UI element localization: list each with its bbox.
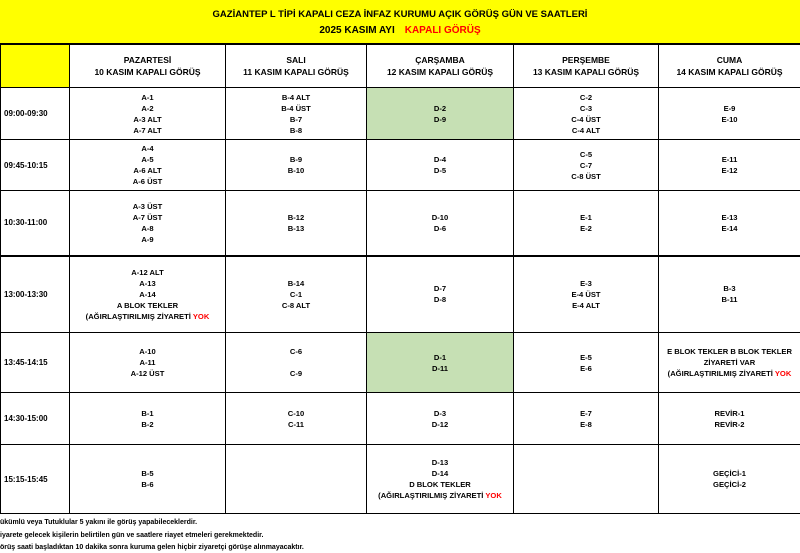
schedule-cell: GEÇİCİ-1 GEÇİCİ-2 (659, 445, 800, 514)
title-line-1: GAZİANTEP L TİPİ KAPALI CEZA İNFAZ KURUMU AÇIK GÖRÜŞ GÜN VE SAATLERİ (212, 9, 588, 20)
schedule-cell-empty (514, 445, 659, 514)
schedule-cell: D-4 D-5 (367, 140, 514, 191)
schedule-cell: D-3 D-12 (367, 393, 514, 445)
day-header-row (1, 45, 800, 88)
schedule-cell: D-7 D-8 (367, 256, 514, 333)
title-month: 2025 KASIM AYI (319, 25, 395, 36)
schedule-cell: B-5 B-6 (70, 445, 226, 514)
table-row (1, 256, 800, 333)
title-banner (0, 0, 800, 44)
schedule-cell: B-12 B-13 (226, 191, 367, 256)
footnote-3: örüş saati başladıktan 10 dakika sonra kuruma gelen hiçbir ziyaretçi görüşe alınmayacaktır. (0, 544, 304, 551)
schedule-cell: REVİR-1 REVİR-2 (659, 393, 800, 445)
schedule-cell: A-3 ÜST A-7 ÜST A-8 A-9 (70, 191, 226, 256)
table-row (1, 333, 800, 393)
day-header-monday: PAZARTESİ 10 KASIM KAPALI GÖRÜŞ (70, 45, 226, 88)
day-header-friday: CUMA 14 KASIM KAPALI GÖRÜŞ (659, 45, 800, 88)
schedule-cell: D-10 D-6 (367, 191, 514, 256)
schedule-table (0, 44, 800, 514)
schedule-cell: C-5 C-7 C-8 ÜST (514, 140, 659, 191)
schedule-cell: B-3 B-11 (659, 256, 800, 333)
schedule-cell: B-14 C-1 C-8 ALT (226, 256, 367, 333)
schedule-cell: E-1 E-2 (514, 191, 659, 256)
time-slot: 14:30-15:00 (1, 393, 70, 445)
schedule-cell-highlighted: D-1 D-11 (367, 333, 514, 393)
schedule-cell: B-9 B-10 (226, 140, 367, 191)
footnote-2: iyarete gelecek kişilerin belirtilen gün ve saatlere riayet etmeleri gerekmektedir. (0, 532, 264, 539)
table-row (1, 140, 800, 191)
schedule-cell: C-10 C-11 (226, 393, 367, 445)
schedule-cell: E-11 E-12 (659, 140, 800, 191)
schedule-cell-empty (226, 445, 367, 514)
schedule-cell: A-1 A-2 A-3 ALT A-7 ALT (70, 88, 226, 140)
aggravated-visit-note: (AĞIRLAŞTIRILMIŞ ZİYARETİ YOK (378, 491, 502, 500)
time-slot: 15:15-15:45 (1, 445, 70, 514)
table-row (1, 393, 800, 445)
schedule-cell: E-5 E-6 (514, 333, 659, 393)
schedule-cell: E-9 E-10 (659, 88, 800, 140)
schedule-cell: C-2 C-3 C-4 ÜST C-4 ALT (514, 88, 659, 140)
aggravated-visit-note: (AĞIRLAŞTIRILMIŞ ZİYARETİ YOK (85, 311, 210, 321)
schedule-cell: B-1 B-2 (70, 393, 226, 445)
time-slot: 13:00-13:30 (1, 256, 70, 333)
day-header-tuesday: SALI 11 KASIM KAPALI GÖRÜŞ (226, 45, 367, 88)
time-slot: 13:45-14:15 (1, 333, 70, 393)
time-slot: 09:45-10:15 (1, 140, 70, 191)
schedule-cell: E BLOK TEKLER B BLOK TEKLER ZİYARETİ VAR (AĞIRLAŞTIRILMIŞ ZİYARETİ YOK (659, 333, 800, 393)
time-slot: 10:30-11:00 (1, 191, 70, 256)
schedule-cell-highlighted: D-2 D-9 (367, 88, 514, 140)
corner-cell (1, 45, 70, 88)
footnote-1: ükümlü veya Tutuklular 5 yakını ile görüş yapabileceklerdir. (0, 519, 198, 526)
table-row (1, 191, 800, 256)
schedule-cell: A-12 ALT A-13 A-14 A BLOK TEKLER (AĞIRLAŞTIRILMIŞ ZİYARETİ YOK (70, 256, 226, 333)
table-row (1, 88, 800, 140)
title-line-2 (0, 25, 800, 36)
schedule-cell: D-13 D-14 D BLOK TEKLER (AĞIRLAŞTIRILMIŞ ZİYARETİ YOK (367, 445, 514, 514)
schedule-cell: E-3 E-4 ÜST E-4 ALT (514, 256, 659, 333)
day-header-thursday: PERŞEMBE 13 KASIM KAPALI GÖRÜŞ (514, 45, 659, 88)
title-visit-type: KAPALI GÖRÜŞ (404, 25, 481, 36)
table-row (1, 445, 800, 514)
day-header-wednesday: ÇARŞAMBA 12 KASIM KAPALI GÖRÜŞ (367, 45, 514, 88)
schedule-cell: E-7 E-8 (514, 393, 659, 445)
schedule-cell: C-6 C-9 (226, 333, 367, 393)
aggravated-visit-note: (AĞIRLAŞTIRILMIŞ ZİYARETİ YOK (667, 369, 792, 378)
schedule-cell: A-4 A-5 A-6 ALT A-6 ÜST (70, 140, 226, 191)
schedule-cell: B-4 ALT B-4 ÜST B-7 B-8 (226, 88, 367, 140)
time-slot: 09:00-09:30 (1, 88, 70, 140)
schedule-cell: A-10 A-11 A-12 ÜST (70, 333, 226, 393)
schedule-cell: E-13 E-14 (659, 191, 800, 256)
